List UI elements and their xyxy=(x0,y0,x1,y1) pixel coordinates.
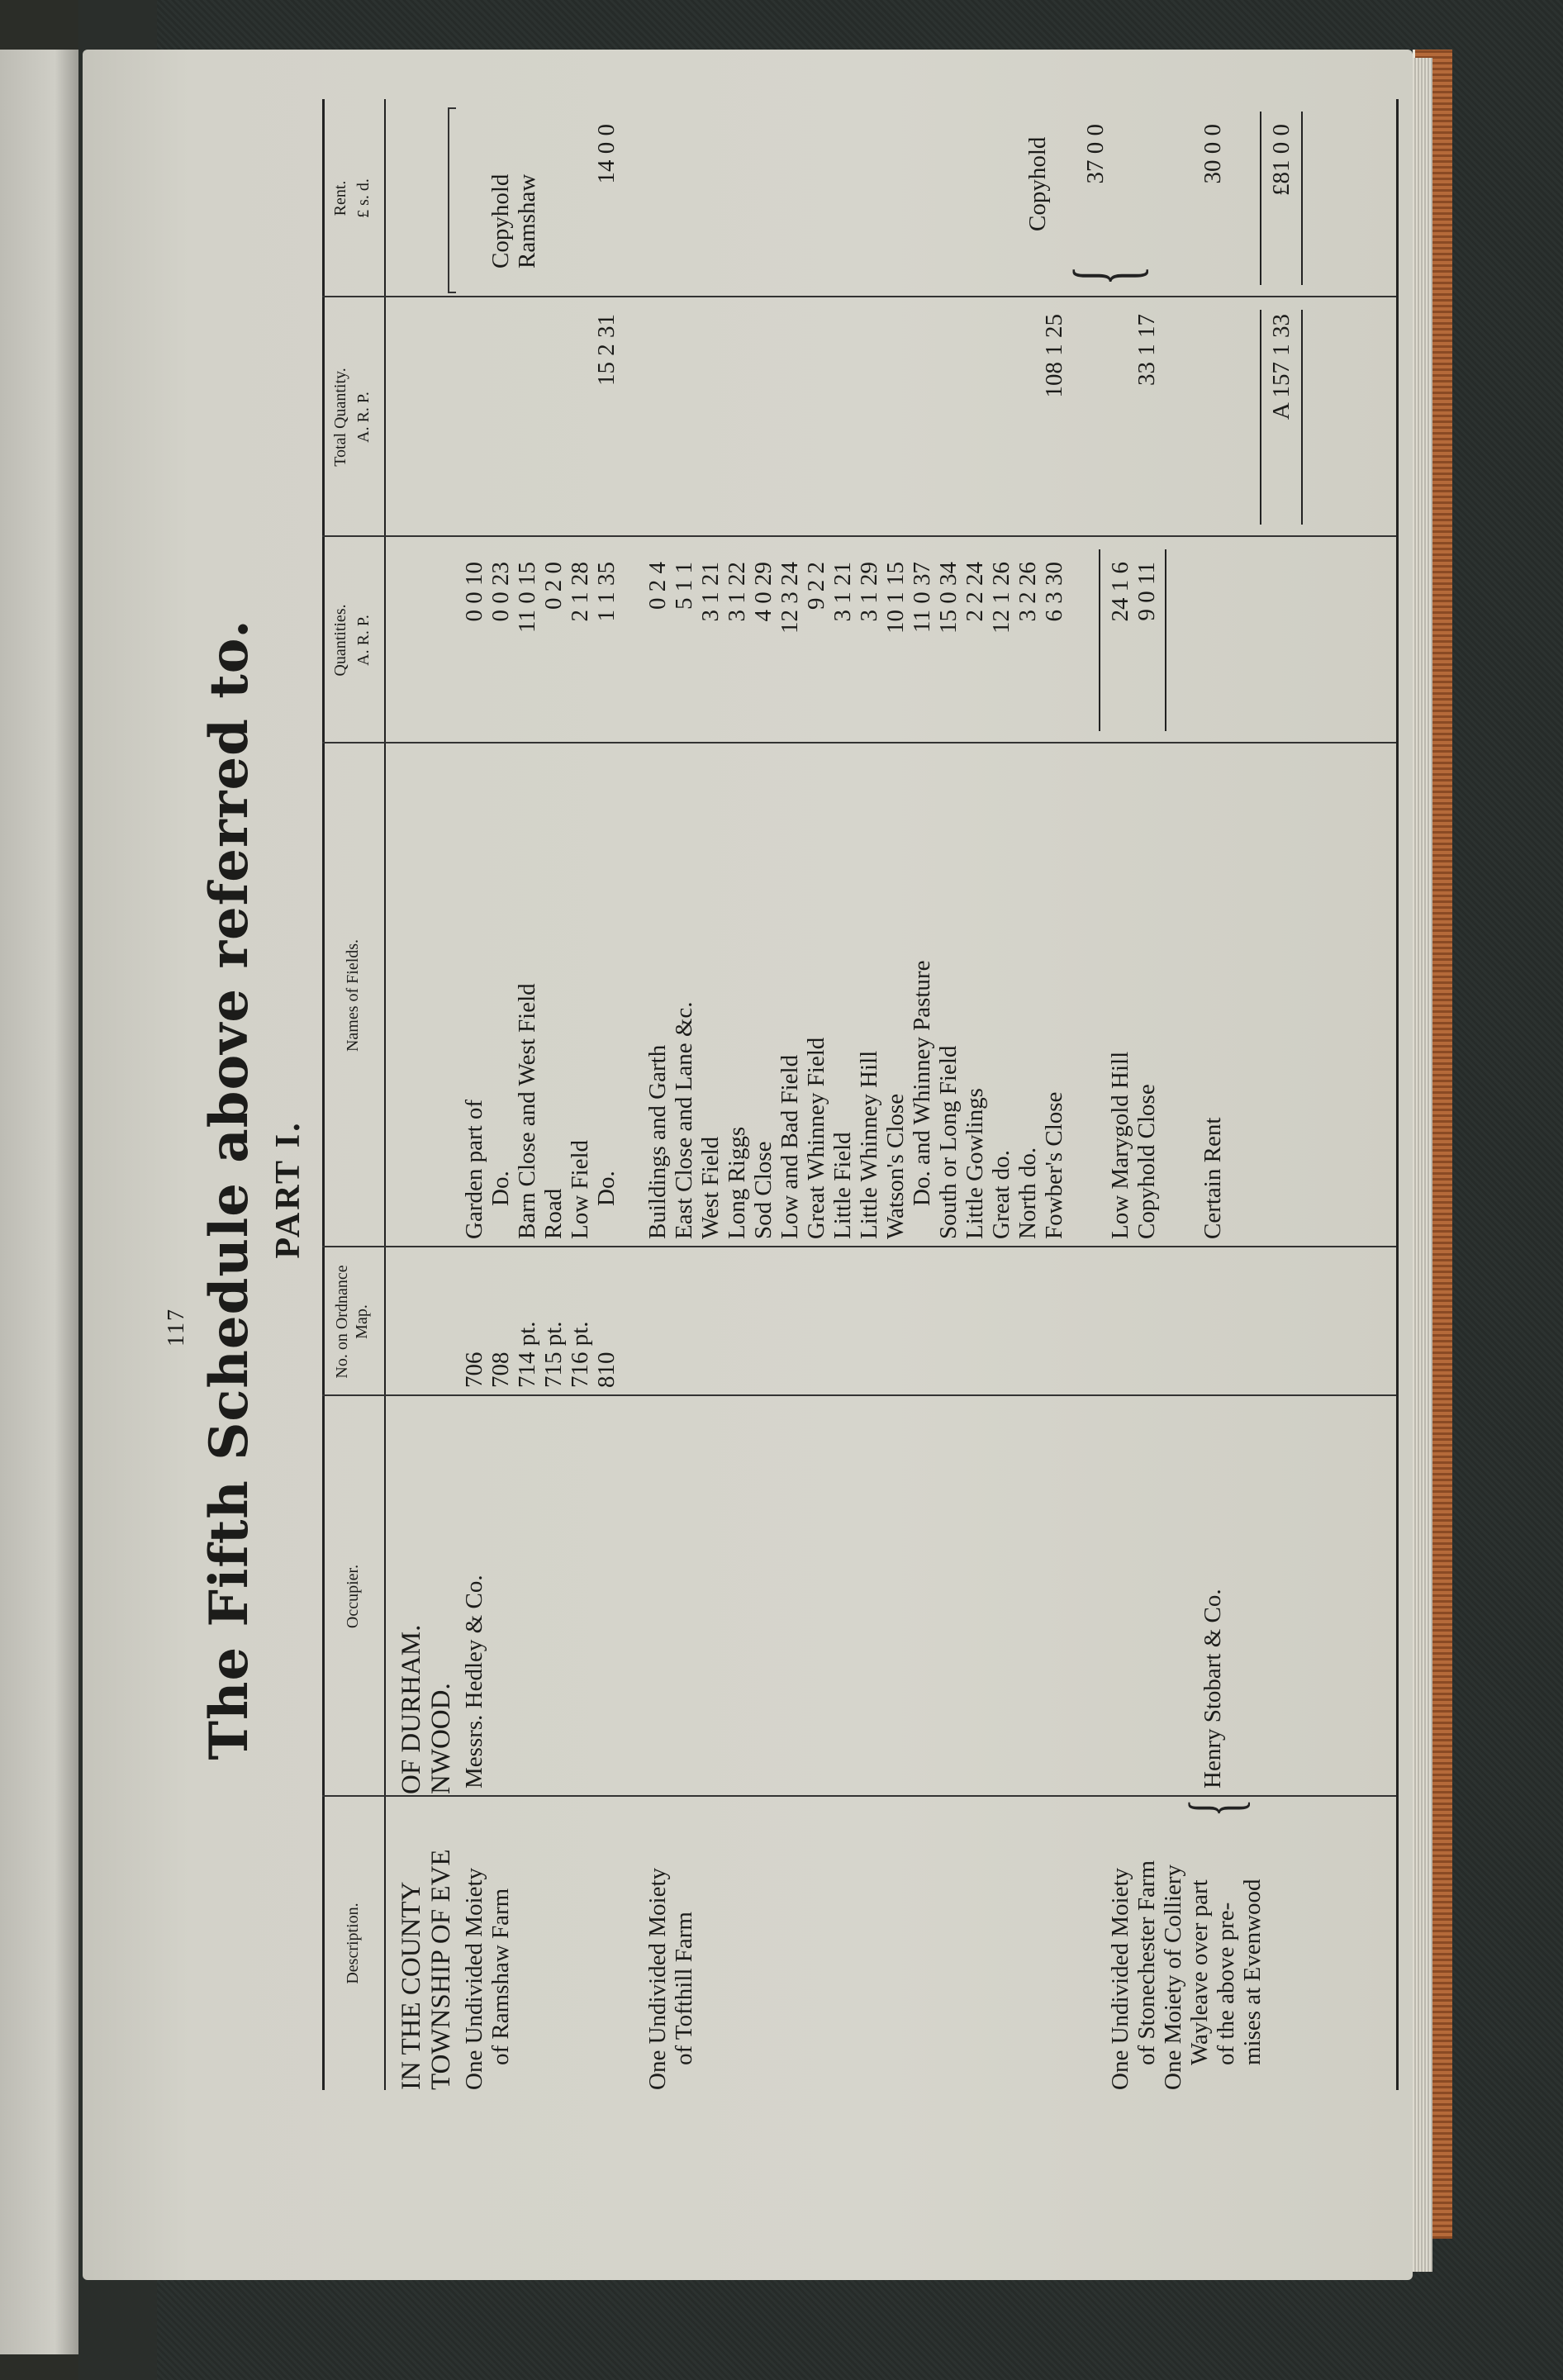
field-quantity: 10 1 15 xyxy=(882,562,909,634)
ordnance-number: 714 pt. xyxy=(514,1321,540,1388)
field-quantity: 3 1 22 xyxy=(724,562,750,622)
field-name: Watson's Close xyxy=(882,1093,909,1239)
colliery-description: of the above pre- xyxy=(1213,1902,1239,2065)
table-bottom-rule xyxy=(1396,99,1399,2090)
colliery-description: mises at Evenwood xyxy=(1239,1879,1266,2065)
field-name: Great do. xyxy=(988,1150,1014,1239)
header-fields: Names of Fields. xyxy=(344,938,362,1052)
field-name: South or Long Field xyxy=(935,1045,962,1239)
field-name: East Close and Lane &c. xyxy=(671,1001,697,1239)
ordnance-number: 810 xyxy=(593,1352,620,1388)
field-name: Garden part of xyxy=(461,1099,487,1239)
rent-rule xyxy=(1301,112,1303,285)
quantity-rule xyxy=(1099,549,1100,731)
field-name: Do. and Whinney Pasture xyxy=(909,960,935,1206)
field-quantity: 2 1 28 xyxy=(567,562,593,622)
stonechester-rent: 30 0 0 xyxy=(1200,124,1226,184)
field-quantity: 0 2 0 xyxy=(540,562,567,610)
ramshaw-occupier: Messrs. Hedley & Co. xyxy=(461,1575,487,1789)
header-rule xyxy=(384,99,386,2090)
table-top-rule xyxy=(322,99,325,2090)
ramshaw-rent: 14 0 0 xyxy=(593,124,620,184)
quantity-rule xyxy=(1165,549,1166,731)
field-quantity: 5 1 1 xyxy=(671,562,697,610)
header-ordnance: No. on Ordnance Map. xyxy=(333,1265,371,1379)
ordnance-number: 706 xyxy=(461,1352,487,1388)
header-rent-units: £ s. d. xyxy=(354,178,373,218)
field-name: Little Field xyxy=(829,1132,856,1239)
field-name: Fowber's Close xyxy=(1041,1091,1067,1239)
field-name: Little Whinney Hill xyxy=(856,1050,882,1239)
grand-total-quantity: A 157 1 33 xyxy=(1268,314,1295,420)
header-quantities-units: A. R. P. xyxy=(354,615,373,666)
field-name: Great Whinney Field xyxy=(803,1037,829,1239)
field-name: Long Riggs xyxy=(724,1126,750,1239)
ordnance-number: 716 pt. xyxy=(567,1321,593,1388)
township-heading-cont: NWOOD. xyxy=(426,1683,456,1794)
county-heading: IN THE COUNTY xyxy=(397,1881,426,2090)
field-name: Barn Close and West Field xyxy=(514,983,540,1239)
colliery-description: One Moiety of Colliery xyxy=(1160,1864,1186,2090)
field-name: North do. xyxy=(1014,1147,1041,1239)
header-total: Total Quantity. xyxy=(331,368,349,467)
field-quantity: 9 2 2 xyxy=(803,562,829,610)
header-description: Description. xyxy=(344,1903,362,1984)
field-quantity: 15 0 34 xyxy=(935,562,962,634)
ramshaw-total-quantity: 15 2 31 xyxy=(593,314,620,386)
part-heading: PART I. xyxy=(269,1120,307,1259)
page-title: The Fifth Schedule above referred to. xyxy=(198,619,260,1760)
field-quantity: 9 0 11 xyxy=(1133,562,1160,621)
col-divider xyxy=(322,1246,1396,1247)
field-name: Do. xyxy=(487,1171,514,1206)
field-name: Copyhold Close xyxy=(1133,1084,1160,1239)
stonechester-copyhold-note: Copyhold xyxy=(1024,136,1051,231)
stonechester-total-quantity: 33 1 17 xyxy=(1133,314,1160,386)
field-name: Sod Close xyxy=(750,1141,777,1239)
field-quantity: 1 1 35 xyxy=(593,562,620,622)
field-name: Do. xyxy=(593,1171,620,1206)
field-name: Low and Bad Field xyxy=(777,1054,803,1239)
field-name: Road xyxy=(540,1188,567,1239)
header-occupier: Occupier. xyxy=(344,1564,362,1629)
total-rule xyxy=(1301,310,1303,525)
page-number: 117 xyxy=(164,1308,189,1347)
field-quantity: 3 1 21 xyxy=(829,562,856,622)
rent-brace: { xyxy=(1055,265,1156,286)
schedule-page xyxy=(83,50,1413,2280)
grand-total-rent: £81 0 0 xyxy=(1268,124,1295,196)
field-name: Buildings and Garth xyxy=(644,1044,671,1239)
facing-page xyxy=(0,50,78,2354)
field-name: Certain Rent xyxy=(1200,1117,1226,1239)
field-quantity: 3 1 21 xyxy=(697,562,724,622)
ramshaw-copyhold-note: Ramshaw xyxy=(514,173,540,268)
field-name: West Field xyxy=(697,1136,724,1239)
ordnance-number: 715 pt. xyxy=(540,1321,567,1388)
rent-rule xyxy=(1260,112,1261,285)
tofthill-rent: 37 0 0 xyxy=(1082,124,1109,184)
field-quantity: 24 1 6 xyxy=(1107,562,1133,622)
field-quantity: 12 3 24 xyxy=(777,562,803,634)
county-heading-cont: OF DURHAM. xyxy=(397,1624,426,1794)
tofthill-description: of Tofthill Farm xyxy=(671,1912,697,2065)
field-quantity: 3 2 26 xyxy=(1014,562,1041,622)
field-quantity: 3 1 29 xyxy=(856,562,882,622)
field-quantity: 11 0 37 xyxy=(909,562,935,633)
field-quantity: 2 2 24 xyxy=(962,562,988,622)
ramshaw-brace xyxy=(448,107,456,293)
field-name: Little Gowlings xyxy=(962,1088,988,1239)
col-divider xyxy=(322,1795,1396,1797)
field-name: Low Marygold Hill xyxy=(1107,1051,1133,1239)
field-quantity: 4 0 29 xyxy=(750,562,777,622)
col-divider xyxy=(322,296,1396,297)
field-quantity: 12 1 26 xyxy=(988,562,1014,634)
stonechester-description: One Undivided Moiety xyxy=(1107,1867,1133,2090)
header-quantities: Quantities. xyxy=(331,604,349,677)
tofthill-description: One Undivided Moiety xyxy=(644,1867,671,2090)
field-name: Low Field xyxy=(567,1139,593,1239)
field-quantity: 0 2 4 xyxy=(644,562,671,610)
stonechester-occupier: Henry Stobart & Co. xyxy=(1200,1589,1226,1789)
stonechester-description: of Stonechester Farm xyxy=(1133,1860,1160,2065)
schedule-table xyxy=(322,99,1396,2090)
rotated-content xyxy=(149,50,1479,2330)
header-total-units: A. R. P. xyxy=(354,392,373,443)
header-rent: Rent. xyxy=(331,180,349,216)
col-divider xyxy=(322,742,1396,743)
field-quantity: 11 0 15 xyxy=(514,562,540,633)
total-rule xyxy=(1260,310,1261,525)
col-divider xyxy=(322,535,1396,537)
ramshaw-description: One Undivided Moiety xyxy=(461,1867,487,2090)
tofthill-total-quantity: 108 1 25 xyxy=(1041,314,1067,398)
colliery-brace: { xyxy=(1175,1798,1257,1817)
ramshaw-description: of Ramshaw Farm xyxy=(487,1888,514,2065)
township-heading: TOWNSHIP OF EVE xyxy=(426,1849,456,2090)
col-divider xyxy=(322,1394,1396,1396)
field-quantity: 6 3 30 xyxy=(1041,562,1067,622)
field-quantity: 0 0 23 xyxy=(487,562,514,622)
field-quantity: 0 0 10 xyxy=(461,562,487,622)
ramshaw-copyhold-note: Copyhold xyxy=(487,173,514,268)
colliery-description: Wayleave over part xyxy=(1186,1879,1213,2065)
ordnance-number: 708 xyxy=(487,1352,514,1388)
